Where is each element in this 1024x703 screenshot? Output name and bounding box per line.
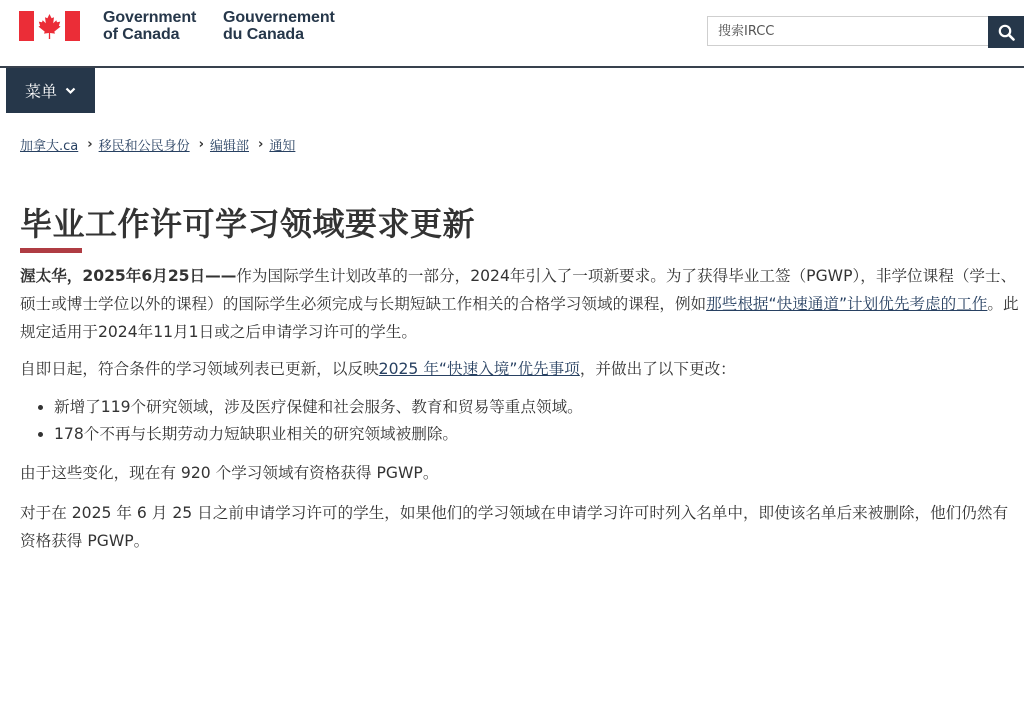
intro-text-2: 。此规定适用于2024年11月1日或之后申请学习许可的学生。	[20, 294, 1019, 341]
list-item: • 178个不再与长期劳动力短缺职业相关的研究领域被删除。	[54, 421, 1020, 448]
page-title: 毕业工作许可学习领域要求更新	[20, 205, 476, 243]
chevron-right-icon: ›	[87, 137, 93, 152]
express-entry-priorities-link[interactable]: 2025 年“快速入境”优先事项	[378, 360, 580, 379]
sig-en-line2: of Canada	[103, 26, 180, 43]
search-button[interactable]	[988, 16, 1024, 48]
intro-text-1: 作为国际学生计划改革的一部分，2024年引入了一项新要求。为了获得毕业工签（PGWP），非学位课程（学士、硕士或博士学位以外的课程）的国际学生必须完成与长期短缺工作相关的合格学习领域的课程，例如	[20, 267, 1017, 313]
main-content	[20, 200, 1020, 556]
breadcrumb-link-canada-ca[interactable]: 加拿大.ca	[20, 139, 79, 154]
sig-en-line1: Government	[103, 9, 197, 26]
update-text-1: 自即日起，符合条件的学习领域列表已更新，以反映	[20, 360, 379, 379]
breadcrumb-link-newsroom[interactable]: 编辑部	[209, 139, 249, 154]
paragraph-intro	[20, 263, 1020, 346]
search-icon	[998, 24, 1015, 41]
changes-list	[20, 394, 1020, 448]
chevron-right-icon: ›	[258, 137, 264, 152]
paragraph-result: 由于这些变化，现在有 920 个学习领域有资格获得 PGWP。	[20, 464, 439, 483]
menu-label: 菜单	[24, 82, 57, 101]
search-box	[707, 16, 1024, 48]
express-entry-jobs-link[interactable]: 那些根据“快速通道”计划优先考虑的工作	[706, 294, 988, 313]
sig-fr-line2: du Canada	[223, 26, 304, 43]
paragraph-transition: 对于在 2025 年 6 月 25 日之前申请学习许可的学生，如果他们的学习领域在申请学习许可时列入名单中，即使该名单后来被删除，他们仍然有资格获得 PGWP。	[20, 503, 1009, 550]
gouvernement-du-canada-signature[interactable]	[223, 9, 335, 43]
title-accent-rule	[20, 248, 82, 253]
government-of-canada-signature[interactable]	[103, 9, 196, 43]
paragraph-update	[20, 356, 1020, 384]
breadcrumb	[20, 135, 295, 154]
sig-fr-line1: Gouvernement	[223, 9, 335, 26]
canada-flag-icon[interactable]	[19, 11, 80, 41]
chevron-right-icon: ›	[198, 137, 204, 152]
dateline: 渥太华，2025年6月25日——	[20, 267, 237, 285]
search-input[interactable]	[707, 16, 988, 46]
chevron-down-icon	[65, 87, 76, 95]
list-item: • 新增了119个研究领域，涉及医疗保健和社会服务、教育和贸易等重点领域。	[54, 394, 1020, 421]
site-header	[0, 0, 1024, 68]
breadcrumb-link-notices[interactable]: 通知	[269, 139, 296, 154]
breadcrumb-link-immigration[interactable]: 移民和公民身份	[98, 139, 190, 154]
menu-button[interactable]	[6, 68, 95, 113]
update-text-2: ，并做出了以下更改：	[579, 360, 736, 379]
